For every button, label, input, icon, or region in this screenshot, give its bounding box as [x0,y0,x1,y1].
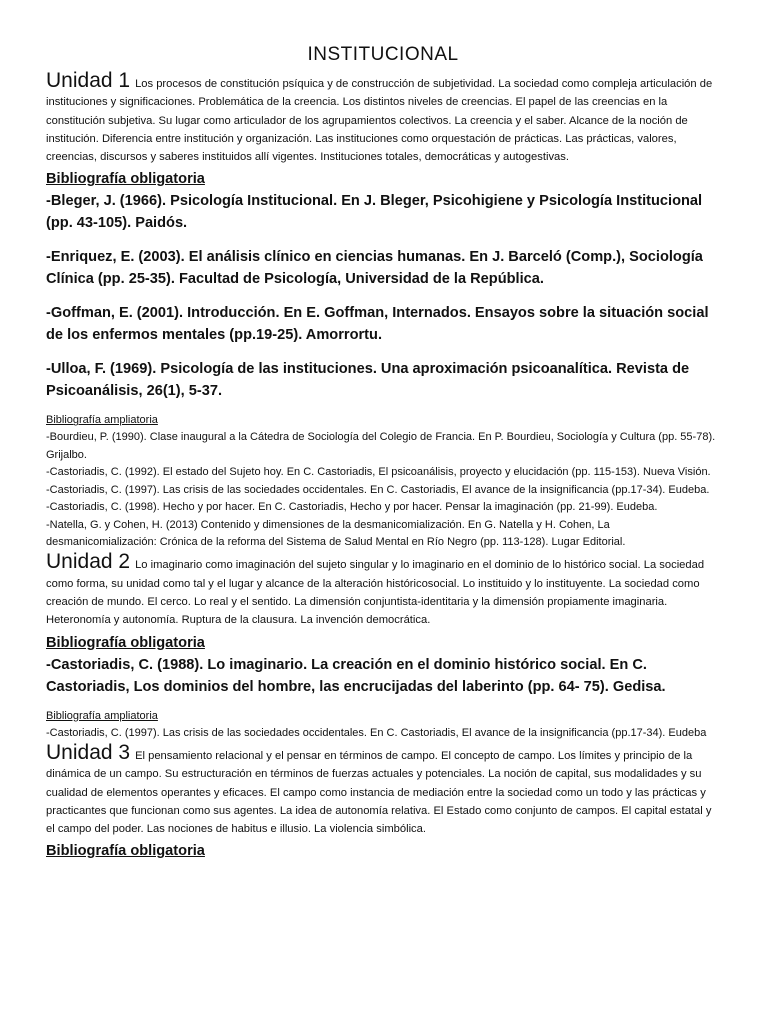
unit-3-description: El pensamiento relacional y el pensar en términos de campo. El concepto de campo. Los límites y principio de la dinámica de un campo. Su estructuración en términos de fuerzas actuales y potenciales. La noción de capital, sus modalidades y su cualidad de elementos operantes y eficaces. El campo como instancia de mediación entre la sociedad como un todo y las prácticas y practicantes que funcionan como sus agentes. La idea de autonomía relativa. El Estado como conjunto de campos. El capital estatal y el campo del poder. Las nociones de habitus e illusio. La violencia simbólica. [46,749,712,836]
unit-1-extra-ref-4: -Castoriadis, C. (1998). Hecho y por hacer. En C. Castoriadis, Hecho y por hacer. Pensar la imaginación (pp. 21-99). Eudeba. [46,501,658,514]
unit-1-description: Los procesos de constitución psíquica y de construcción de subjetividad. La sociedad como compleja articulación de instituciones y significaciones. Problemática de la creencia. Los distintos niveles de creencias. El papel de las creencias en la constitución subjetiva. Su lugar como articulador de los agrupamientos colectivos. La creencia y el saber. Alcance de la noción de institución. Diferencia entre institución y organización. Las instituciones como orquestación de prácticas. Las prácticas, valores, creencias, discursos y saberes instituidos allí vigentes. Instituciones totales, democráticas y autogestivas. [46,78,713,164]
unit-1-mandatory-label: Bibliografía obligatoria [46,171,205,188]
document-title: INSTITUCIONAL [307,44,459,65]
unit-1-extra-list [46,429,720,551]
unit-1-mandatory-list [46,190,720,402]
unit-1-extra-ref-3: -Castoriadis, C. (1997). Las crisis de las sociedades occidentales. En C. Castoriadis, El avance de la insignificancia (pp.17-34). Eudeba. [46,483,710,496]
unit-2-description: Lo imaginario como imaginación del sujeto singular y lo imaginario en el dominio de lo histórico social. La sociedad como forma, su unidad como tal y el lugar y alcance de la alteración históricosocial. Lo instituido y lo instituyente. La sociedad como creación de mundo. El cerco. Lo real y el sentido. La dimensión conjuntista-identitaria y la dimensión propiamente imaginaria. Heteronomía y autonomía. Ruptura de la clausura. La invención democrática. [46,559,705,627]
unit-1-extra-ref-5: -Natella, G. y Cohen, H. (2013) Contenido y dimensiones de la desmanicomialización. En G. Natella y H. Cohen, La desmanicomialización: Crónica de la reforma del Sistema de Salud Mental en Río Negro (pp. 113-128). Lugar Editorial. [46,518,626,548]
unit-1-mandatory-ref-4: -Ulloa, F. (1969). Psicología de las instituciones. Una aproximación psicoanalítica. Revista de Psicoanálisis, 26(1), 5-37. [46,361,690,400]
unit-1-mandatory-ref-3: -Goffman, E. (2001). Introducción. En E. Goffman, Internados. Ensayos sobre la situación social de los enfermos mentales (pp.19-25). Amorrortu. [46,305,709,344]
unit-2-section [46,550,720,742]
unit-3-mandatory-label: Bibliografía obligatoria [46,843,205,860]
unit-2-mandatory-ref-1: -Castoriadis, C. (1988). Lo imaginario. La creación en el dominio histórico social. En C. Castoriadis, Los dominios del hombre, las encrucijadas del laberinto (pp. 64- 75). Gedisa. [46,656,666,695]
unit-1-extra-label: Bibliografía ampliatoria [46,414,158,427]
unit-3-section [46,740,720,861]
unit-2-extra-label: Bibliografía ampliatoria [46,709,158,722]
unit-2-extra-ref-1: -Castoriadis, C. (1997). Las crisis de las sociedades occidentales. En C. Castoriadis, El avance de la insignificancia (pp.17-34). Eudeba [46,726,707,739]
unit-1-mandatory-ref-2: -Enriquez, E. (2003). El análisis clínico en ciencias humanas. En J. Barceló (Comp.), Sociología Clínica (pp. 25-35). Facultad de Psicología, Universidad de la República. [46,249,703,288]
unit-2-description-block [46,550,720,629]
unit-2-mandatory-label: Bibliografía obligatoria [46,634,205,651]
unit-2-mandatory-list [46,654,720,698]
unit-1-extra-ref-2: -Castoriadis, C. (1992). El estado del Sujeto hoy. En C. Castoriadis, El psicoanálisis, proyecto y elucidación (pp. 115-153). Nueva Visión. [46,466,711,479]
unit-3-description-block [46,740,720,838]
unit-3-heading: Unidad 3 [46,740,131,764]
unit-2-heading: Unidad 2 [46,550,131,574]
unit-1-extra-ref-1: -Bourdieu, P. (1990). Clase inaugural a la Cátedra de Sociología del Colegio de Francia. En P. Bourdieu, Sociología y Cultura (pp. 55-78). Grijalbo. [46,431,716,461]
unit-1-description-block [46,69,720,166]
unit-1-heading: Unidad 1 [46,69,131,92]
unit-1-mandatory-ref-1: -Bleger, J. (1966). Psicología Institucional. En J. Bleger, Psicohigiene y Psicología Institucional (pp. 43-105). Paidós. [46,193,703,232]
unit-1-section [46,69,720,551]
unit-2-extra-list [46,725,720,742]
